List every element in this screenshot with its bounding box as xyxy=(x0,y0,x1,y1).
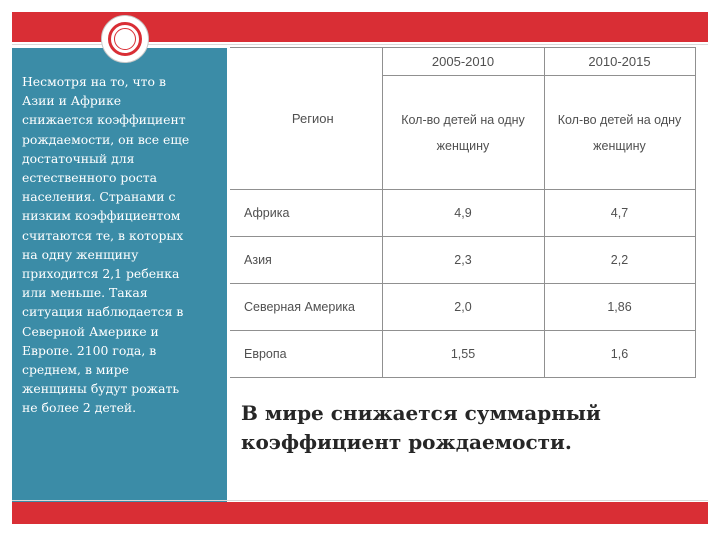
period-header-2: 2010-2015 xyxy=(544,48,695,76)
emblem-outer-ring xyxy=(108,22,142,56)
value-cell: 1,6 xyxy=(544,331,695,378)
value-cell: 4,7 xyxy=(544,190,695,237)
table-row xyxy=(230,284,695,331)
value-cell: 4,9 xyxy=(382,190,544,237)
fertility-table xyxy=(230,47,696,378)
region-cell: Африка xyxy=(230,190,382,237)
region-cell: Европа xyxy=(230,331,382,378)
double-ring-emblem-icon xyxy=(101,15,149,63)
subheader-2: Кол-во детей на одну женщину xyxy=(544,76,695,190)
value-cell: 1,55 xyxy=(382,331,544,378)
table-row xyxy=(230,237,695,284)
value-cell: 2,2 xyxy=(544,237,695,284)
slide-headline: В мире снижается суммарный коэффициент рождаемости. xyxy=(241,401,601,454)
value-cell: 1,86 xyxy=(544,284,695,331)
value-cell: 2,3 xyxy=(382,237,544,284)
table-row xyxy=(230,190,695,237)
region-column-header: Регион xyxy=(230,48,382,190)
table-header-row xyxy=(230,48,695,76)
subheader-1: Кол-во детей на одну женщину xyxy=(382,76,544,190)
left-panel-text: Несмотря на то, что в Азии и Африке снижается коэффициент рождаемости, он все еще достаточный для естественного роста населения. Странами с низким коэффициентом считаются те, в которых на одну женщину приходится 2,1 ребенка или меньше. Такая ситуация наблюдается в Северной Америке и Европе. 2100 года, в среднем, в мире женщины будут рожать не более 2 детей. xyxy=(22,74,190,416)
emblem-inner-ring xyxy=(114,28,136,50)
bottom-accent-band xyxy=(12,502,708,524)
value-cell: 2,0 xyxy=(382,284,544,331)
period-header-1: 2005-2010 xyxy=(382,48,544,76)
region-cell: Северная Америка xyxy=(230,284,382,331)
table-row xyxy=(230,331,695,378)
region-cell: Азия xyxy=(230,237,382,284)
divider-bottom xyxy=(12,500,708,501)
